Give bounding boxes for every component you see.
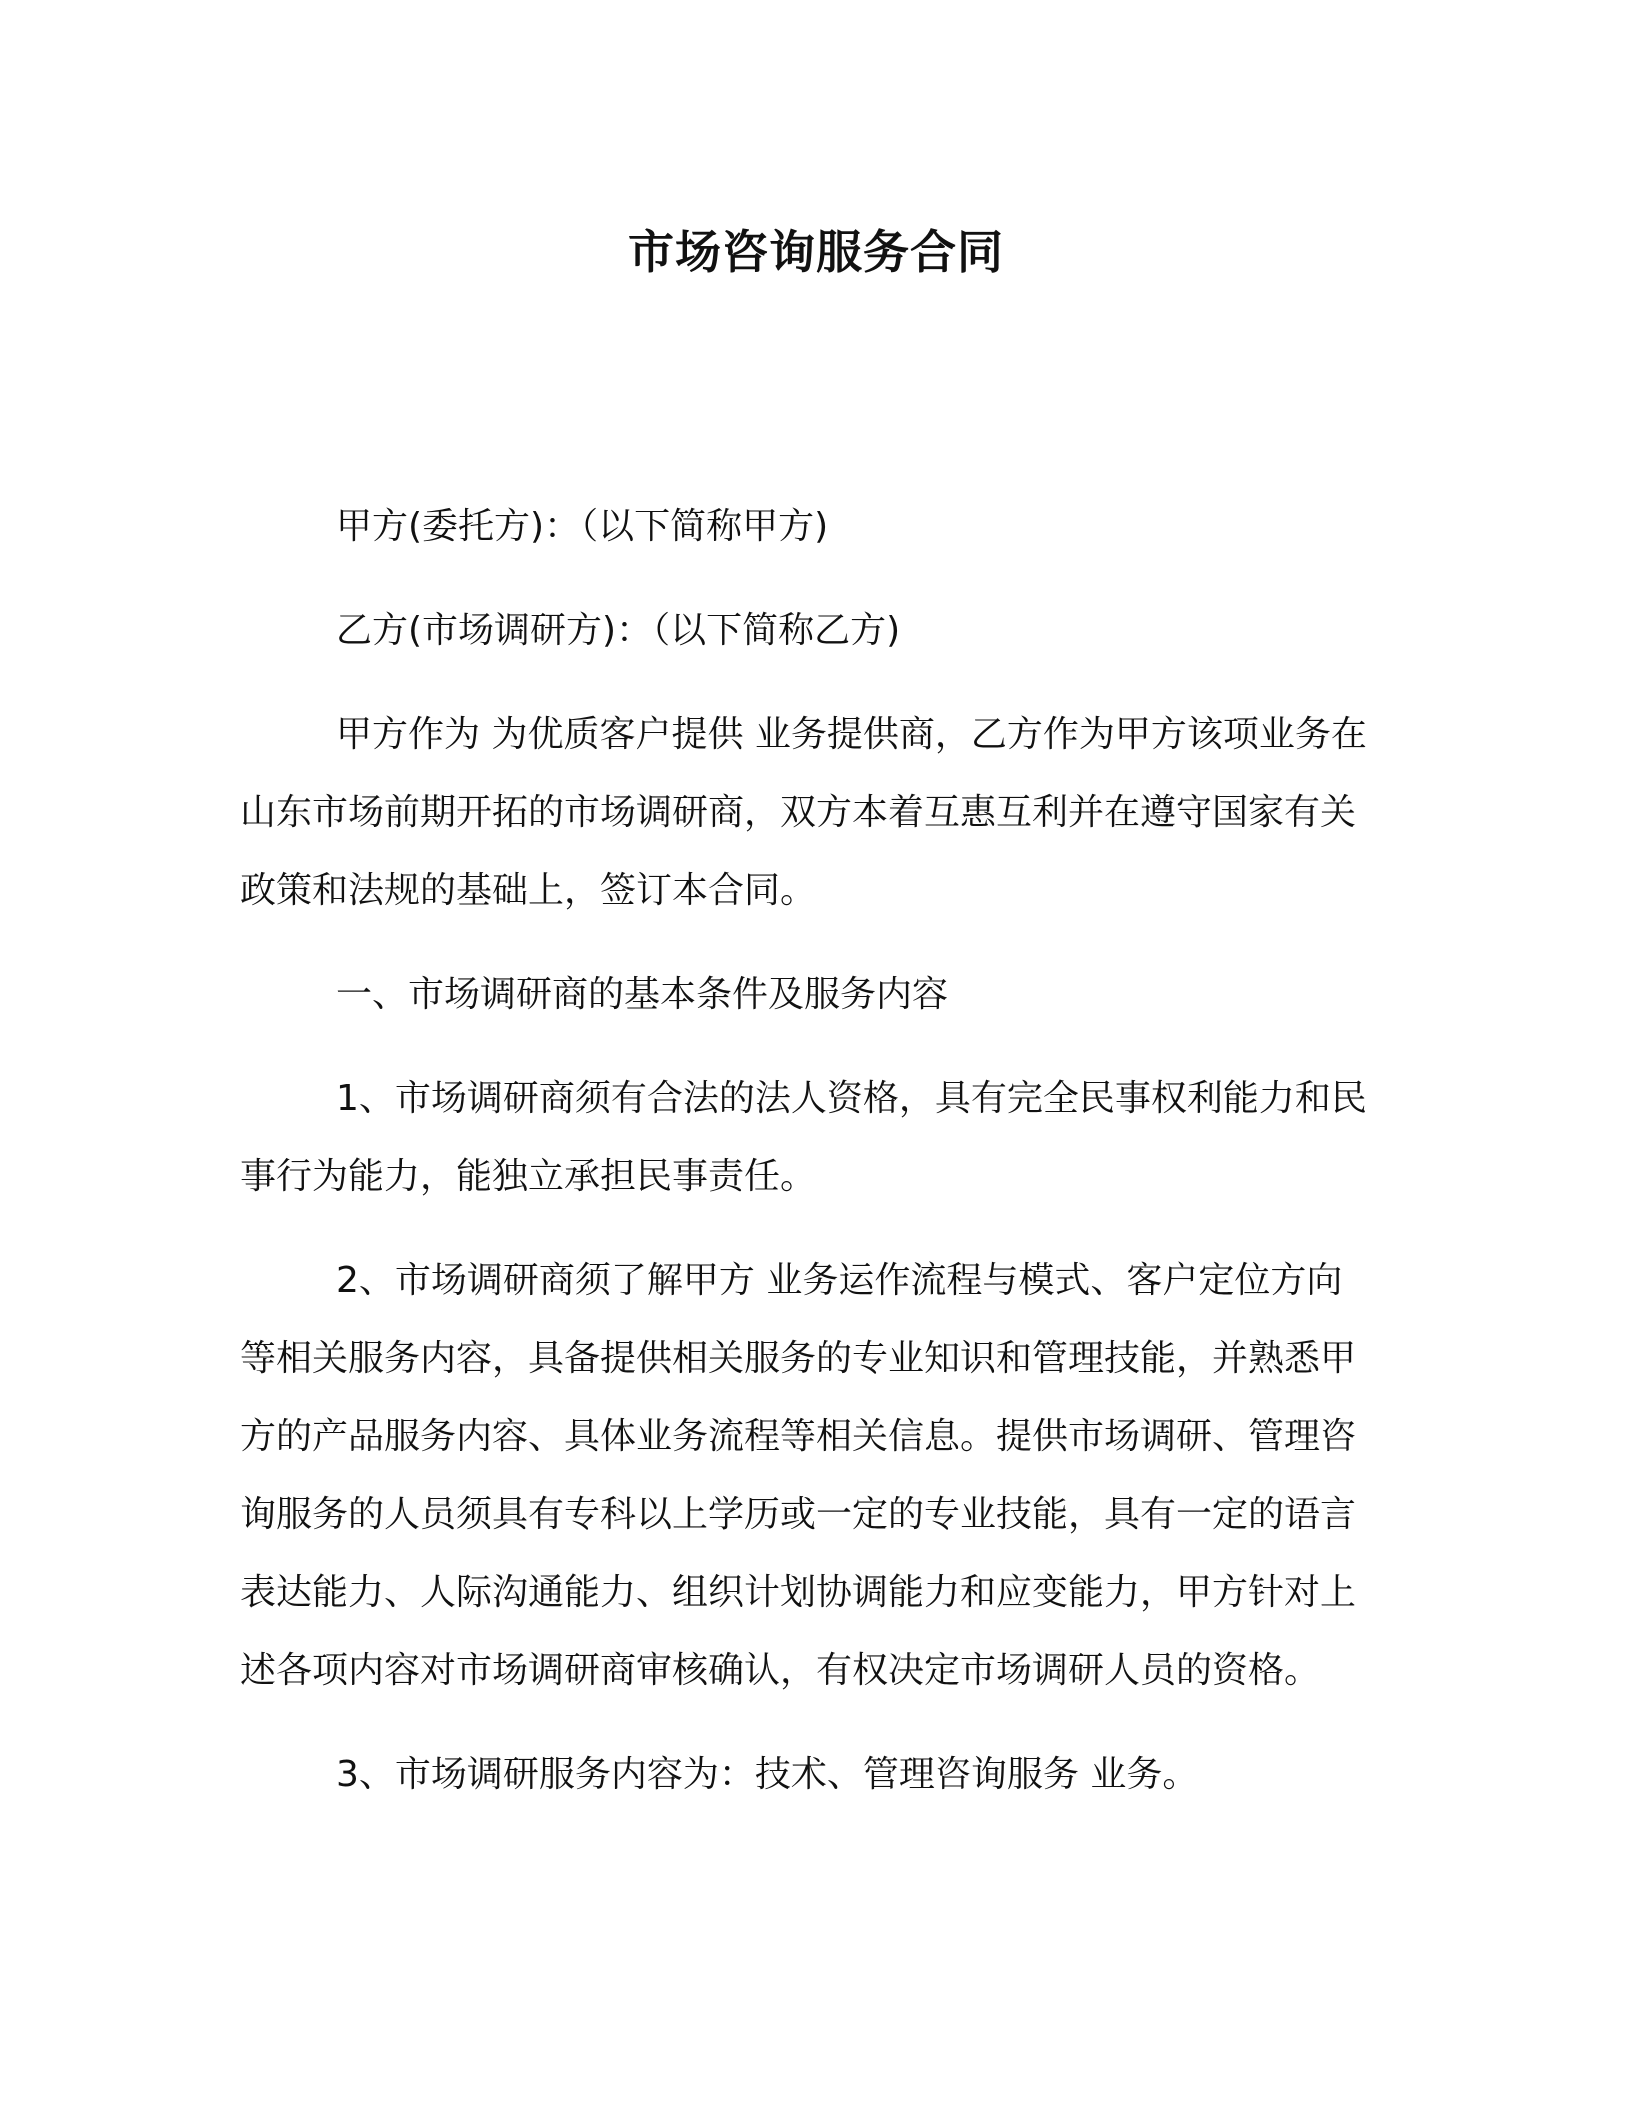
clause-1: 1、市场调研商须有合法的法人资格，具有完全民事权利能力和民事行为能力，能独立承担民事责任。 bbox=[240, 1078, 1367, 1197]
party-a-line: 甲方(委托方)：（以下简称甲方) bbox=[336, 506, 829, 547]
clause-2: 2、市场调研商须了解甲方 业务运作流程与模式、客户定位方向等相关服务内容，具备提供相关服务的专业知识和管理技能，并熟悉甲方的产品服务内容、具体业务流程等相关信息。提供市场调研、管理咨询服务的人员须具有专科以上学历或一定的专业技能，具有一定的语言表达能力、人际沟通能力、组织计划协调能力和应变能力，甲方针对上述各项内容对市场调研商审核确认，有权决定市场调研人员的资格。 bbox=[240, 1260, 1357, 1691]
preamble-paragraph: 甲方作为 为优质客户提供 业务提供商，乙方作为甲方该项业务在山东市场前期开拓的市场调研商，双方本着互惠互利并在遵守国家有关政策和法规的基础上，签订本合同。 bbox=[240, 714, 1367, 911]
section-heading: 一、市场调研商的基本条件及服务内容 bbox=[336, 974, 949, 1015]
document-body bbox=[240, 488, 1370, 1840]
clause-3: 3、市场调研服务内容为：技术、管理咨询服务 业务。 bbox=[336, 1754, 1199, 1795]
document-title: 市场咨询服务合同 bbox=[628, 225, 1004, 279]
party-b-line: 乙方(市场调研方)：（以下简称乙方) bbox=[336, 610, 901, 651]
